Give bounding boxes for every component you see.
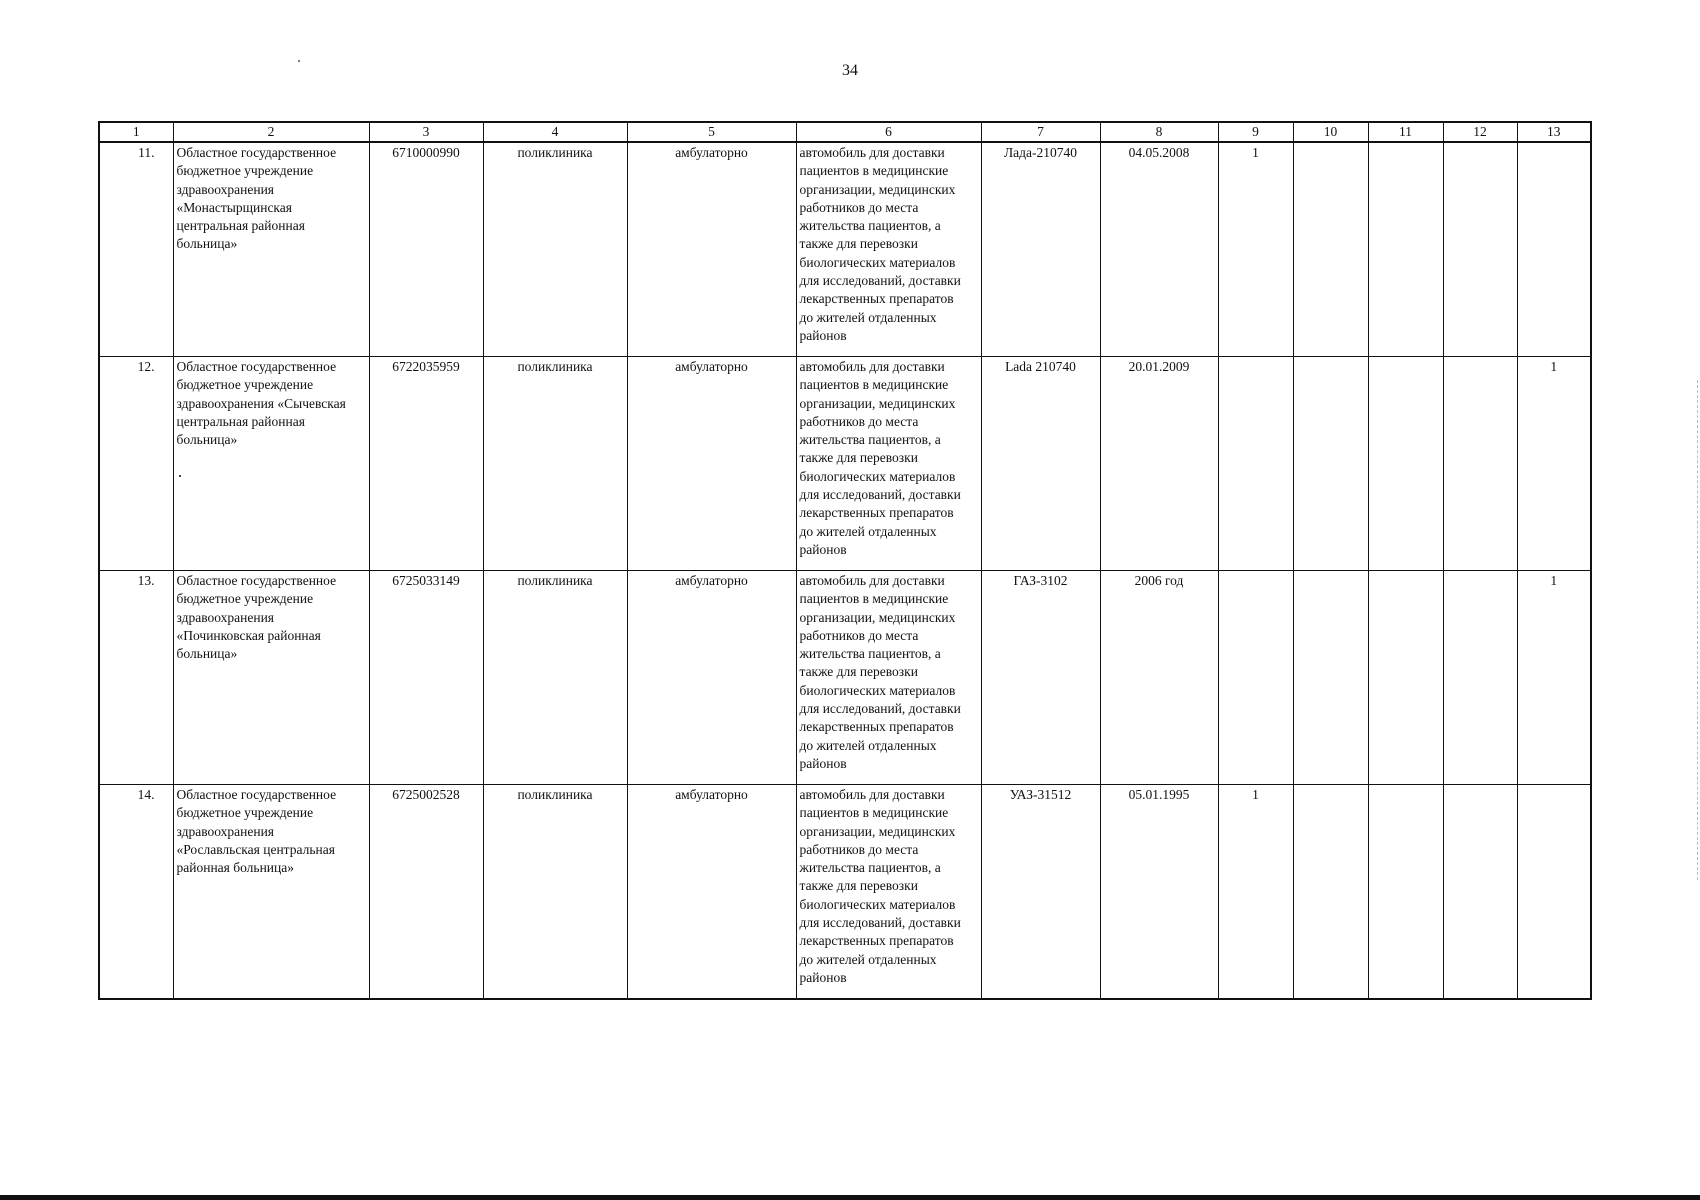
header-cell: 6 — [796, 122, 981, 142]
col-9-value: 1 — [1218, 142, 1293, 357]
vehicle-model: УАЗ-31512 — [981, 785, 1100, 1000]
col-12-value — [1443, 357, 1517, 571]
organization-name: Областное государственное бюджетное учреждение здравоохранения «Рославльская центральная районная больница» — [173, 785, 369, 1000]
inn-code: 6725002528 — [369, 785, 483, 1000]
organization-name: Областное государственное бюджетное учреждение здравоохранения «Монастырщинская центральная районная больница» — [173, 142, 369, 357]
col-10-value — [1293, 142, 1368, 357]
manufacture-date: 20.01.2009 — [1100, 357, 1218, 571]
header-cell: 13 — [1517, 122, 1591, 142]
organization-name: Областное государственное бюджетное учреждение здравоохранения «Починковская районная больница» — [173, 571, 369, 785]
col-9-value: 1 — [1218, 785, 1293, 1000]
col-11-value — [1368, 357, 1443, 571]
header-cell: 8 — [1100, 122, 1218, 142]
col-11-value — [1368, 785, 1443, 1000]
care-mode: амбулаторно — [627, 357, 796, 571]
vehicle-purpose: автомобиль для доставки пациентов в медицинские организации, медицинских работников до места жительства пациентов, а также для перевозки биологических материалов для исследований, доставки лекарственных препаратов до жителей отдаленных районов — [796, 571, 981, 785]
col-9-value — [1218, 357, 1293, 571]
col-11-value — [1368, 571, 1443, 785]
header-cell: 3 — [369, 122, 483, 142]
scan-bottom-edge — [0, 1195, 1700, 1200]
col-10-value — [1293, 785, 1368, 1000]
manufacture-date: 2006 год — [1100, 571, 1218, 785]
table-row — [99, 571, 1591, 785]
col-13-value: 1 — [1517, 357, 1591, 571]
inn-code: 6725033149 — [369, 571, 483, 785]
header-cell: 12 — [1443, 122, 1517, 142]
organization-name: Областное государственное бюджетное учреждение здравоохранения «Сычевская центральная районная больница» — [176, 359, 346, 448]
col-13-value — [1517, 785, 1591, 1000]
col-13-value: 1 — [1517, 571, 1591, 785]
vehicle-purpose: автомобиль для доставки пациентов в медицинские организации, медицинских работников до места жительства пациентов, а также для перевозки биологических материалов для исследований, доставки лекарственных препаратов до жителей отдаленных районов — [796, 142, 981, 357]
col-11-value — [1368, 142, 1443, 357]
col-12-value — [1443, 142, 1517, 357]
table-row — [99, 142, 1591, 357]
page-number: 34 — [842, 62, 858, 79]
scan-speck — [179, 475, 181, 477]
unit-type: поликлиника — [483, 785, 627, 1000]
vehicle-model: Лада-210740 — [981, 142, 1100, 357]
col-12-value — [1443, 571, 1517, 785]
unit-type: поликлиника — [483, 571, 627, 785]
col-12-value — [1443, 785, 1517, 1000]
inn-code: 6722035959 — [369, 357, 483, 571]
table-row — [99, 357, 1591, 571]
header-cell: 11 — [1368, 122, 1443, 142]
care-mode: амбулаторно — [627, 785, 796, 1000]
col-13-value — [1517, 142, 1591, 357]
header-cell: 7 — [981, 122, 1100, 142]
vehicle-model: ГАЗ-3102 — [981, 571, 1100, 785]
col-9-value — [1218, 571, 1293, 785]
header-cell: 9 — [1218, 122, 1293, 142]
header-row — [99, 122, 1591, 142]
vehicle-purpose: автомобиль для доставки пациентов в медицинские организации, медицинских работников до места жительства пациентов, а также для перевозки биологических материалов для исследований, доставки лекарственных препаратов до жителей отдаленных районов — [796, 357, 981, 571]
header-cell: 5 — [627, 122, 796, 142]
inn-code: 6710000990 — [369, 142, 483, 357]
unit-type: поликлиника — [483, 142, 627, 357]
care-mode: амбулаторно — [627, 142, 796, 357]
header-cell: 10 — [1293, 122, 1368, 142]
row-number: 11. — [99, 142, 173, 357]
scan-edge-artifact — [1695, 380, 1698, 880]
row-number: 13. — [99, 571, 173, 785]
organization-cell — [173, 357, 369, 571]
unit-type: поликлиника — [483, 357, 627, 571]
header-cell: 1 — [99, 122, 173, 142]
row-number: 12. — [99, 357, 173, 571]
manufacture-date: 05.01.1995 — [1100, 785, 1218, 1000]
row-number: 14. — [99, 785, 173, 1000]
header-cell: 4 — [483, 122, 627, 142]
vehicle-registry-table — [98, 121, 1592, 1000]
col-10-value — [1293, 357, 1368, 571]
table-row — [99, 785, 1591, 1000]
care-mode: амбулаторно — [627, 571, 796, 785]
col-10-value — [1293, 571, 1368, 785]
vehicle-purpose: автомобиль для доставки пациентов в медицинские организации, медицинских работников до места жительства пациентов, а также для перевозки биологических материалов для исследований, доставки лекарственных препаратов до жителей отдаленных районов — [796, 785, 981, 1000]
header-cell: 2 — [173, 122, 369, 142]
manufacture-date: 04.05.2008 — [1100, 142, 1218, 357]
vehicle-model: Lada 210740 — [981, 357, 1100, 571]
